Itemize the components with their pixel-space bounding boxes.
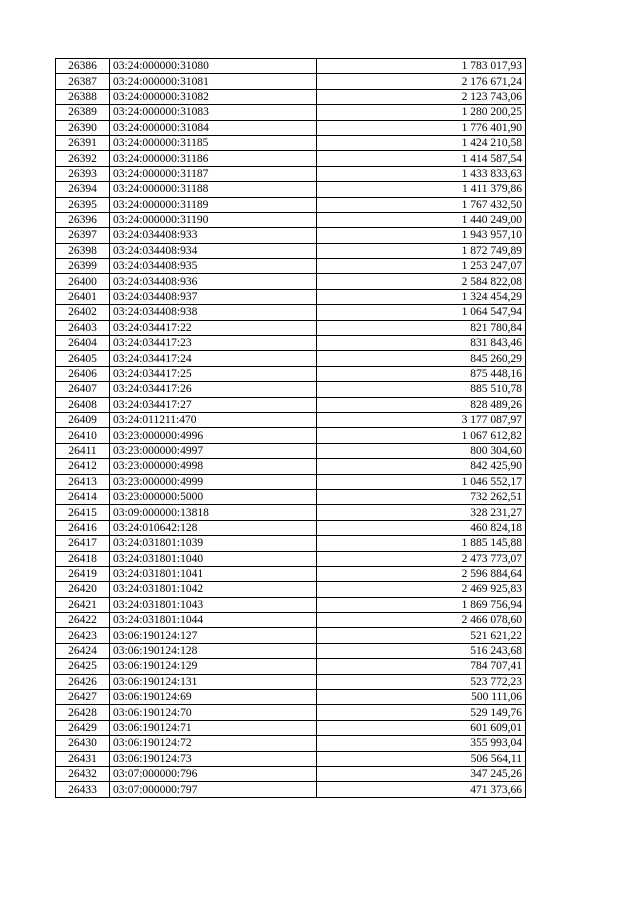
cadastral-number-cell: 03:24:000000:31189: [110, 197, 317, 212]
cadastral-value-cell: 1 943 957,10: [317, 228, 526, 243]
table-row: [56, 582, 526, 597]
row-number-cell: 26428: [56, 705, 110, 720]
cadastral-number-cell: 03:24:000000:31186: [110, 151, 317, 166]
cadastral-number-cell: 03:24:000000:31084: [110, 120, 317, 135]
cadastral-number-cell: 03:24:034417:27: [110, 397, 317, 412]
table-row: [56, 212, 526, 227]
row-number-cell: 26416: [56, 520, 110, 535]
cadastral-number-cell: 03:24:031801:1043: [110, 597, 317, 612]
cadastral-number-cell: 03:24:000000:31081: [110, 74, 317, 89]
cadastral-number-cell: 03:24:031801:1041: [110, 566, 317, 581]
row-number-cell: 26400: [56, 274, 110, 289]
cadastral-value-cell: 1 280 200,25: [317, 105, 526, 120]
cadastral-number-cell: 03:06:190124:73: [110, 751, 317, 766]
table-body: [56, 59, 526, 798]
table-row: [56, 289, 526, 304]
cadastral-value-cell: 2 466 078,60: [317, 613, 526, 628]
row-number-cell: 26390: [56, 120, 110, 135]
row-number-cell: 26429: [56, 720, 110, 735]
cadastral-number-cell: 03:24:011211:470: [110, 412, 317, 427]
row-number-cell: 26426: [56, 674, 110, 689]
row-number-cell: 26407: [56, 382, 110, 397]
table-row: [56, 443, 526, 458]
cadastral-value-cell: 800 304,60: [317, 443, 526, 458]
table-row: [56, 243, 526, 258]
row-number-cell: 26423: [56, 628, 110, 643]
row-number-cell: 26421: [56, 597, 110, 612]
cadastral-value-cell: 355 993,04: [317, 736, 526, 751]
row-number-cell: 26392: [56, 151, 110, 166]
table-row: [56, 597, 526, 612]
row-number-cell: 26405: [56, 351, 110, 366]
cadastral-value-cell: 2 176 671,24: [317, 74, 526, 89]
cadastral-value-cell: 2 584 822,08: [317, 274, 526, 289]
cadastral-number-cell: 03:24:034417:25: [110, 366, 317, 381]
cadastral-number-cell: 03:07:000000:797: [110, 782, 317, 797]
cadastral-number-cell: 03:24:031801:1039: [110, 536, 317, 551]
cadastral-value-cell: 2 123 743,06: [317, 89, 526, 104]
cadastral-number-cell: 03:23:000000:5000: [110, 489, 317, 504]
cadastral-number-cell: 03:06:190124:128: [110, 643, 317, 658]
table-row: [56, 720, 526, 735]
cadastral-number-cell: 03:24:000000:31083: [110, 105, 317, 120]
row-number-cell: 26388: [56, 89, 110, 104]
cadastral-value-cell: 1 046 552,17: [317, 474, 526, 489]
row-number-cell: 26406: [56, 366, 110, 381]
row-number-cell: 26393: [56, 166, 110, 181]
cadastral-number-cell: 03:07:000000:796: [110, 766, 317, 781]
cadastral-number-cell: 03:24:034408:938: [110, 305, 317, 320]
table-row: [56, 382, 526, 397]
cadastral-value-cell: 2 473 773,07: [317, 551, 526, 566]
cadastral-number-cell: 03:06:190124:127: [110, 628, 317, 643]
table-row: [56, 766, 526, 781]
cadastral-value-cell: 328 231,27: [317, 505, 526, 520]
cadastral-number-cell: 03:24:034417:22: [110, 320, 317, 335]
cadastral-number-cell: 03:06:190124:70: [110, 705, 317, 720]
table-row: [56, 351, 526, 366]
cadastral-number-cell: 03:24:000000:31185: [110, 135, 317, 150]
cadastral-number-cell: 03:24:000000:31082: [110, 89, 317, 104]
table-row: [56, 166, 526, 181]
table-row: [56, 74, 526, 89]
table-row: [56, 259, 526, 274]
row-number-cell: 26389: [56, 105, 110, 120]
cadastral-value-cell: 1 324 454,29: [317, 289, 526, 304]
cadastral-number-cell: 03:24:034408:934: [110, 243, 317, 258]
table-row: [56, 228, 526, 243]
cadastral-number-cell: 03:06:190124:69: [110, 690, 317, 705]
cadastral-value-cell: 1 064 547,94: [317, 305, 526, 320]
row-number-cell: 26397: [56, 228, 110, 243]
table-row: [56, 613, 526, 628]
cadastral-value-cell: 460 824,18: [317, 520, 526, 535]
table-row: [56, 551, 526, 566]
row-number-cell: 26424: [56, 643, 110, 658]
table-row: [56, 505, 526, 520]
cadastral-value-cell: 523 772,23: [317, 674, 526, 689]
cadastral-value-cell: 506 564,11: [317, 751, 526, 766]
row-number-cell: 26387: [56, 74, 110, 89]
cadastral-value-cell: 1 885 145,88: [317, 536, 526, 551]
cadastral-number-cell: 03:24:034417:23: [110, 336, 317, 351]
cadastral-number-cell: 03:23:000000:4997: [110, 443, 317, 458]
cadastral-number-cell: 03:24:000000:31187: [110, 166, 317, 181]
cadastral-value-cell: 529 149,76: [317, 705, 526, 720]
table-row: [56, 489, 526, 504]
row-number-cell: 26410: [56, 428, 110, 443]
cadastral-number-cell: 03:06:190124:72: [110, 736, 317, 751]
table-row: [56, 151, 526, 166]
cadastral-value-cell: 1 767 432,50: [317, 197, 526, 212]
cadastral-value-cell: 821 780,84: [317, 320, 526, 335]
cadastral-number-cell: 03:24:034417:24: [110, 351, 317, 366]
table-row: [56, 320, 526, 335]
table-row: [56, 105, 526, 120]
cadastral-number-cell: 03:06:190124:131: [110, 674, 317, 689]
row-number-cell: 26401: [56, 289, 110, 304]
row-number-cell: 26412: [56, 459, 110, 474]
cadastral-number-cell: 03:24:000000:31190: [110, 212, 317, 227]
table-row: [56, 428, 526, 443]
row-number-cell: 26386: [56, 59, 110, 74]
row-number-cell: 26403: [56, 320, 110, 335]
row-number-cell: 26417: [56, 536, 110, 551]
cadastral-value-cell: 1 869 756,94: [317, 597, 526, 612]
cadastral-value-cell: 875 448,16: [317, 366, 526, 381]
row-number-cell: 26409: [56, 412, 110, 427]
cadastral-value-cell: 500 111,06: [317, 690, 526, 705]
row-number-cell: 26414: [56, 489, 110, 504]
cadastral-value-cell: 842 425,90: [317, 459, 526, 474]
row-number-cell: 26411: [56, 443, 110, 458]
row-number-cell: 26408: [56, 397, 110, 412]
cadastral-value-cell: 1 424 210,58: [317, 135, 526, 150]
table-row: [56, 520, 526, 535]
cadastral-value-cell: 1 433 833,63: [317, 166, 526, 181]
cadastral-number-cell: 03:24:034408:936: [110, 274, 317, 289]
table-row: [56, 59, 526, 74]
cadastral-value-cell: 471 373,66: [317, 782, 526, 797]
cadastral-value-cell: 784 707,41: [317, 659, 526, 674]
cadastral-number-cell: 03:23:000000:4998: [110, 459, 317, 474]
cadastral-value-cell: 1 440 249,00: [317, 212, 526, 227]
row-number-cell: 26415: [56, 505, 110, 520]
row-number-cell: 26432: [56, 766, 110, 781]
row-number-cell: 26433: [56, 782, 110, 797]
table-row: [56, 336, 526, 351]
row-number-cell: 26420: [56, 582, 110, 597]
table-row: [56, 474, 526, 489]
table-row: [56, 566, 526, 581]
cadastral-value-cell: 347 245,26: [317, 766, 526, 781]
row-number-cell: 26427: [56, 690, 110, 705]
cadastral-value-cell: 1 776 401,90: [317, 120, 526, 135]
cadastral-value-table: [55, 58, 526, 798]
row-number-cell: 26404: [56, 336, 110, 351]
cadastral-number-cell: 03:23:000000:4996: [110, 428, 317, 443]
cadastral-value-cell: 1 783 017,93: [317, 59, 526, 74]
cadastral-value-cell: 1 872 749,89: [317, 243, 526, 258]
table-row: [56, 366, 526, 381]
row-number-cell: 26422: [56, 613, 110, 628]
cadastral-number-cell: 03:06:190124:129: [110, 659, 317, 674]
cadastral-number-cell: 03:24:031801:1044: [110, 613, 317, 628]
cadastral-number-cell: 03:24:010642:128: [110, 520, 317, 535]
cadastral-value-cell: 885 510,78: [317, 382, 526, 397]
table-row: [56, 690, 526, 705]
cadastral-number-cell: 03:06:190124:71: [110, 720, 317, 735]
row-number-cell: 26419: [56, 566, 110, 581]
cadastral-number-cell: 03:24:034417:26: [110, 382, 317, 397]
row-number-cell: 26425: [56, 659, 110, 674]
table-row: [56, 412, 526, 427]
cadastral-number-cell: 03:09:000000:13818: [110, 505, 317, 520]
row-number-cell: 26396: [56, 212, 110, 227]
cadastral-number-cell: 03:24:000000:31080: [110, 59, 317, 74]
table-row: [56, 674, 526, 689]
table-row: [56, 135, 526, 150]
table-row: [56, 536, 526, 551]
cadastral-value-cell: 1 067 612,82: [317, 428, 526, 443]
table-row: [56, 705, 526, 720]
table-row: [56, 182, 526, 197]
table-row: [56, 305, 526, 320]
cadastral-value-cell: 1 411 379,86: [317, 182, 526, 197]
row-number-cell: 26395: [56, 197, 110, 212]
table-row: [56, 89, 526, 104]
row-number-cell: 26430: [56, 736, 110, 751]
table-row: [56, 659, 526, 674]
table-row: [56, 782, 526, 797]
table-row: [56, 274, 526, 289]
cadastral-number-cell: 03:24:031801:1042: [110, 582, 317, 597]
row-number-cell: 26402: [56, 305, 110, 320]
table-row: [56, 459, 526, 474]
table-row: [56, 643, 526, 658]
row-number-cell: 26413: [56, 474, 110, 489]
cadastral-number-cell: 03:23:000000:4999: [110, 474, 317, 489]
table-row: [56, 397, 526, 412]
cadastral-number-cell: 03:24:034408:935: [110, 259, 317, 274]
cadastral-value-cell: 521 621,22: [317, 628, 526, 643]
table-row: [56, 751, 526, 766]
cadastral-value-cell: 845 260,29: [317, 351, 526, 366]
cadastral-number-cell: 03:24:034408:933: [110, 228, 317, 243]
cadastral-value-cell: 828 489,26: [317, 397, 526, 412]
cadastral-value-cell: 3 177 087,97: [317, 412, 526, 427]
cadastral-value-cell: 1 253 247,07: [317, 259, 526, 274]
cadastral-value-cell: 516 243,68: [317, 643, 526, 658]
cadastral-value-cell: 831 843,46: [317, 336, 526, 351]
table-row: [56, 736, 526, 751]
table-row: [56, 120, 526, 135]
cadastral-value-cell: 601 609,01: [317, 720, 526, 735]
table-row: [56, 197, 526, 212]
cadastral-value-cell: 2 596 884,64: [317, 566, 526, 581]
row-number-cell: 26399: [56, 259, 110, 274]
cadastral-value-cell: 732 262,51: [317, 489, 526, 504]
cadastral-value-cell: 1 414 587,54: [317, 151, 526, 166]
row-number-cell: 26391: [56, 135, 110, 150]
row-number-cell: 26398: [56, 243, 110, 258]
cadastral-number-cell: 03:24:034408:937: [110, 289, 317, 304]
row-number-cell: 26431: [56, 751, 110, 766]
row-number-cell: 26418: [56, 551, 110, 566]
cadastral-number-cell: 03:24:000000:31188: [110, 182, 317, 197]
table-row: [56, 628, 526, 643]
cadastral-value-cell: 2 469 925,83: [317, 582, 526, 597]
row-number-cell: 26394: [56, 182, 110, 197]
cadastral-number-cell: 03:24:031801:1040: [110, 551, 317, 566]
